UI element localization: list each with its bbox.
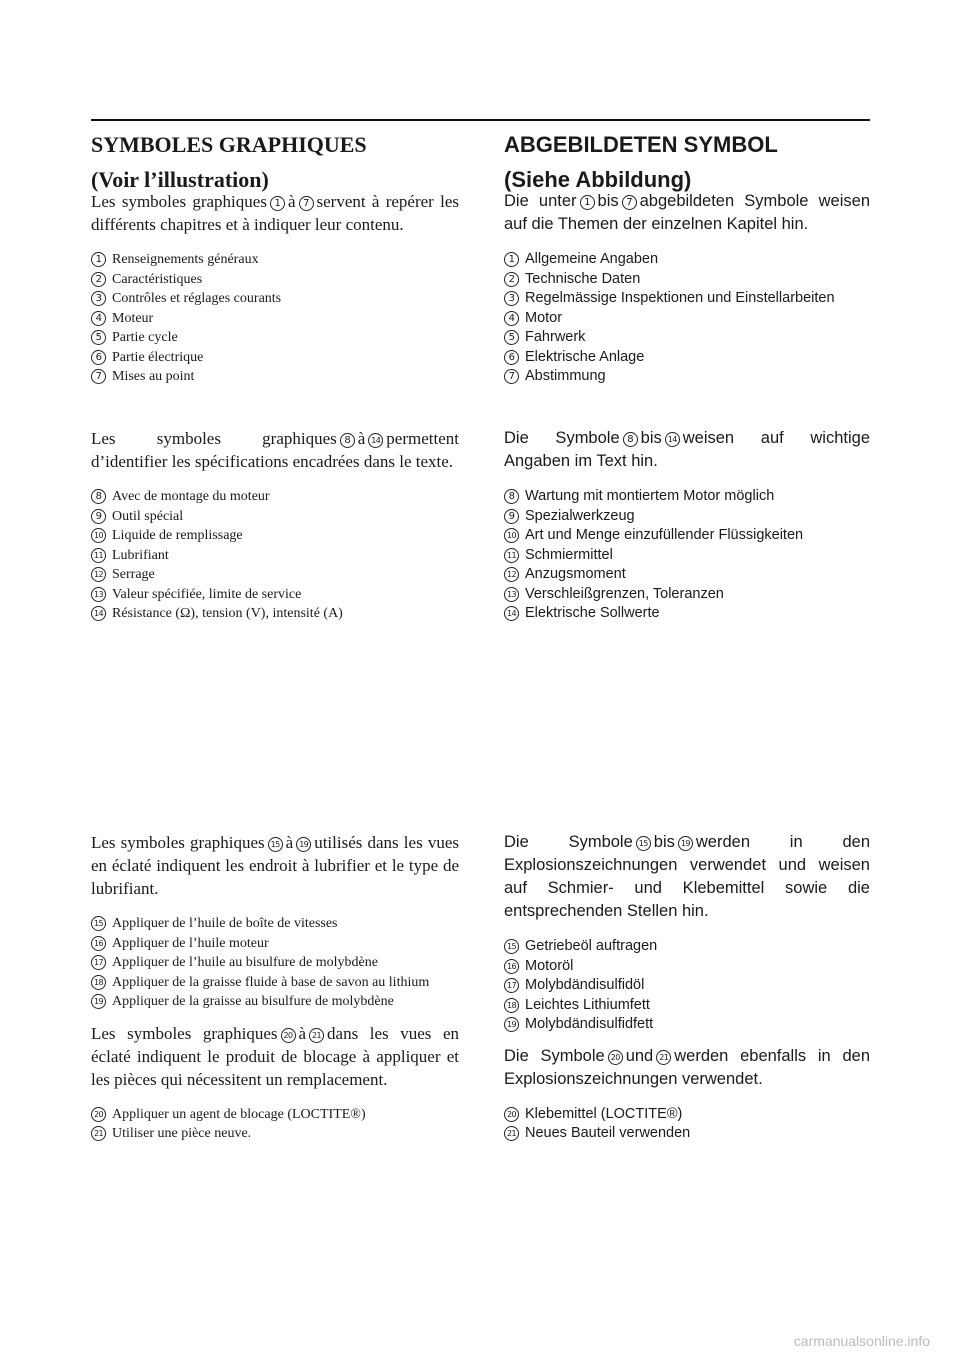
- list-item: [91, 1105, 459, 1125]
- list-item: [91, 289, 459, 309]
- item-text: Outil spécial: [112, 508, 184, 524]
- list-item: [91, 546, 459, 566]
- de-intro-4: [504, 1045, 870, 1091]
- fr-intro-2-mid: à: [357, 429, 366, 448]
- list-item: [91, 585, 459, 605]
- list-item: [91, 604, 459, 624]
- item-text: Avec de montage du moteur: [112, 489, 270, 504]
- list-item: [504, 348, 870, 368]
- de-intro-4-text-b: werden ebenfalls in den Explosionszeichnungen verwendet.: [504, 1046, 870, 1088]
- de-subtitle: (Siehe Abbildung): [504, 167, 692, 192]
- fr-intro-2: [91, 427, 459, 473]
- list-item: [91, 565, 459, 585]
- de-intro-3-mid: bis: [653, 833, 675, 851]
- list-item: [504, 309, 870, 329]
- item-text: Allgemeine Angaben: [525, 251, 659, 267]
- item-number: 20: [504, 1107, 519, 1122]
- fr-intro-4-mid: à: [298, 1023, 307, 1043]
- item-number: 11: [504, 548, 519, 563]
- de-intro-2: [504, 427, 870, 473]
- item-number: 5: [91, 330, 106, 345]
- item-number: 10: [504, 528, 519, 543]
- list-item: [504, 976, 870, 996]
- fr-title: SYMBOLES GRAPHIQUES: [91, 132, 367, 157]
- list-item: [504, 1015, 870, 1035]
- item-number: 1: [504, 252, 519, 267]
- list-item: [504, 270, 870, 290]
- fr-list-4: [91, 1105, 459, 1144]
- fr-list-3: [91, 914, 459, 1012]
- fr-intro-1-text-a: Les symboles graphiques: [91, 192, 267, 211]
- item-number: 7: [504, 369, 519, 384]
- item-text: Schmiermittel: [525, 546, 613, 563]
- fr-intro-1-text-b: servent à repérer les différents chapitres et à indiquer leur contenu.: [91, 192, 460, 234]
- list-item: [91, 270, 459, 290]
- fr-intro-3-text-a: Les symboles graphiques: [91, 833, 265, 852]
- item-text: Abstimmung: [525, 368, 606, 384]
- item-number: 8: [504, 489, 519, 504]
- item-text: Wartung mit montiertem Motor möglich: [525, 488, 775, 504]
- item-text: Renseignements généraux: [112, 252, 259, 267]
- list-item: [91, 934, 459, 954]
- de-section-3: [504, 831, 870, 1144]
- de-intro-1-num-end: 7: [622, 195, 637, 210]
- item-number: 18: [504, 998, 519, 1013]
- list-item: [91, 367, 459, 387]
- de-list-4: [504, 1105, 870, 1144]
- item-number: 16: [504, 959, 519, 974]
- item-text: Neues Bauteil verwenden: [525, 1125, 691, 1141]
- item-number: 18: [91, 975, 106, 990]
- fr-intro-2-text-b: permettent d’identifier les spécifications encadrées dans le texte.: [91, 429, 459, 471]
- item-number: 14: [504, 606, 519, 621]
- de-intro-3: [504, 831, 870, 923]
- fr-list-1: [91, 250, 459, 387]
- item-number: 6: [91, 350, 106, 365]
- item-number: 4: [91, 311, 106, 326]
- item-text: Anzugsmoment: [525, 566, 626, 582]
- fr-list-2: [91, 487, 459, 624]
- fr-intro-2-text-a: Les symboles graphiques: [91, 429, 337, 448]
- list-item: [91, 348, 459, 368]
- de-intro-4-text-a: Die Symbole: [504, 1046, 605, 1065]
- item-text: Molybdändisulfidfett: [525, 1016, 654, 1032]
- item-text: Technische Daten: [525, 270, 641, 287]
- item-number: 5: [504, 330, 519, 345]
- item-text: Motoröl: [525, 957, 574, 974]
- fr-intro-4: [91, 1022, 459, 1091]
- item-number: 19: [504, 1017, 519, 1032]
- fr-intro-1: [91, 190, 459, 236]
- item-text: Serrage: [112, 567, 155, 582]
- fr-intro-4-text-a: Les symboles graphiques: [91, 1023, 278, 1043]
- list-item: [504, 1124, 870, 1144]
- item-number: 9: [91, 509, 106, 524]
- item-text: Motor: [525, 309, 563, 326]
- item-number: 21: [504, 1126, 519, 1141]
- de-heading-block: [504, 130, 870, 195]
- item-text: Résistance (Ω), tension (V), intensité (A): [112, 606, 343, 621]
- item-number: 6: [504, 350, 519, 365]
- item-text: Appliquer un agent de blocage (LOCTITE®): [112, 1106, 366, 1122]
- list-item: [91, 973, 459, 993]
- list-item: [91, 992, 459, 1012]
- item-number: 3: [504, 291, 519, 306]
- list-item: [504, 585, 870, 605]
- fr-intro-2-num-end: 14: [368, 433, 383, 448]
- item-text: Appliquer de l’huile au bisulfure de molybdène: [112, 955, 378, 970]
- item-text: Elektrische Anlage: [525, 348, 645, 365]
- de-list-3: [504, 937, 870, 1035]
- item-number: 13: [91, 587, 106, 602]
- de-intro-2-text-b: weisen auf wichtige Angaben im Text hin.: [504, 429, 870, 470]
- item-number: 15: [504, 939, 519, 954]
- de-intro-3-num-start: 15: [636, 836, 651, 851]
- item-text: Caractéristiques: [112, 271, 203, 287]
- de-intro-1-num-start: 1: [580, 195, 595, 210]
- list-item: [504, 507, 870, 527]
- list-item: [504, 1105, 870, 1125]
- de-intro-3-text-a: Die Symbole: [504, 833, 633, 851]
- item-text: Regelmässige Inspektionen und Einstellarbeiten: [525, 290, 835, 306]
- item-number: 12: [504, 567, 519, 582]
- item-number: 21: [91, 1126, 106, 1141]
- item-text: Fahrwerk: [525, 329, 586, 345]
- de-title: ABGEBILDETEN SYMBOL: [504, 132, 778, 157]
- list-item: [504, 937, 870, 957]
- list-item: [504, 367, 870, 387]
- list-item: [91, 526, 459, 546]
- item-text: Mises au point: [112, 369, 195, 384]
- fr-intro-4-num-end: 21: [309, 1028, 324, 1043]
- list-item: [504, 526, 870, 546]
- item-number: 8: [91, 489, 106, 504]
- de-section-2: [504, 427, 870, 624]
- item-text: Klebemittel (LOCTITE®): [525, 1105, 683, 1122]
- item-text: Spezialwerkzeug: [525, 507, 635, 524]
- item-number: 15: [91, 916, 106, 931]
- header-rule: [91, 119, 870, 121]
- fr-intro-3: [91, 831, 459, 900]
- list-item: [91, 953, 459, 973]
- item-number: 2: [504, 272, 519, 287]
- item-text: Leichtes Lithiumfett: [525, 996, 650, 1013]
- de-intro-4-mid: und: [625, 1046, 654, 1065]
- de-intro-1-mid: bis: [597, 192, 619, 210]
- de-intro-2-num-end: 14: [665, 432, 680, 447]
- de-intro-3-num-end: 19: [678, 836, 693, 851]
- fr-intro-3-text-b: utilisés dans les vues en éclaté indiquent les endroit à lubrifier et le type de lubrifiant.: [91, 833, 459, 898]
- item-text: Art und Menge einzufüllender Flüssigkeiten: [525, 527, 804, 543]
- item-number: 13: [504, 587, 519, 602]
- item-number: 10: [91, 528, 106, 543]
- item-text: Verschleißgrenzen, Toleranzen: [525, 585, 724, 602]
- list-item: [504, 957, 870, 977]
- fr-heading-block: [91, 130, 459, 195]
- item-text: Appliquer de la graisse fluide à base de savon au lithium: [112, 974, 430, 990]
- item-text: Getriebeöl auftragen: [525, 938, 658, 954]
- item-text: Appliquer de l’huile de boîte de vitesses: [112, 916, 338, 931]
- item-number: 14: [91, 606, 106, 621]
- item-number: 17: [91, 955, 106, 970]
- list-item: [504, 565, 870, 585]
- list-item: [504, 604, 870, 624]
- item-text: Liquide de remplissage: [112, 528, 243, 543]
- list-item: [91, 328, 459, 348]
- fr-intro-4-num-start: 20: [281, 1028, 296, 1043]
- fr-intro-1-num-start: 1: [270, 196, 285, 211]
- list-item: [504, 487, 870, 507]
- item-number: 12: [91, 567, 106, 582]
- item-text: Partie cycle: [112, 330, 178, 345]
- item-text: Appliquer de l’huile moteur: [112, 935, 269, 951]
- list-item: [91, 507, 459, 527]
- de-intro-1: [504, 190, 870, 236]
- list-item: [91, 487, 459, 507]
- watermark-text: carmanualsonline.info: [793, 1333, 930, 1349]
- item-text: Valeur spécifiée, limite de service: [112, 586, 302, 602]
- list-item: [91, 1124, 459, 1144]
- de-intro-2-num-start: 8: [623, 432, 638, 447]
- item-text: Lubrifiant: [112, 547, 169, 563]
- fr-intro-1-num-end: 7: [299, 196, 314, 211]
- de-intro-4-num-end: 21: [656, 1050, 671, 1065]
- fr-subtitle: (Voir l’illustration): [91, 167, 269, 192]
- item-text: Moteur: [112, 310, 154, 326]
- de-intro-4-num-start: 20: [608, 1050, 623, 1065]
- item-number: 17: [504, 978, 519, 993]
- fr-intro-1-mid: à: [287, 192, 296, 211]
- item-number: 1: [91, 252, 106, 267]
- de-intro-3-text-b: werden in den Explosionszeichnungen verwendet und weisen auf Schmier- und Klebemittel sowie die entsprechenden Stellen hin.: [504, 833, 870, 920]
- item-text: Appliquer de la graisse au bisulfure de molybdène: [112, 994, 394, 1009]
- item-number: 20: [91, 1107, 106, 1122]
- fr-intro-2-num-start: 8: [340, 433, 355, 448]
- fr-intro-3-num-end: 19: [296, 837, 311, 852]
- fr-section-3: [91, 831, 459, 1144]
- fr-section-2: [91, 427, 459, 624]
- de-intro-2-mid: bis: [640, 429, 662, 447]
- item-number: 4: [504, 311, 519, 326]
- item-text: Utiliser une pièce neuve.: [112, 1126, 252, 1141]
- item-number: 11: [91, 548, 106, 563]
- item-text: Molybdändisulfidöl: [525, 977, 645, 993]
- list-item: [504, 996, 870, 1016]
- item-number: 7: [91, 369, 106, 384]
- de-intro-1-text-b: abgebildeten Symbole weisen auf die Themen der einzelnen Kapitel hin.: [504, 192, 871, 233]
- fr-intro-3-num-start: 15: [268, 837, 283, 852]
- de-list-2: [504, 487, 870, 624]
- list-item: [504, 546, 870, 566]
- item-text: Partie électrique: [112, 349, 204, 365]
- list-item: [504, 289, 870, 309]
- list-item: [91, 250, 459, 270]
- list-item: [504, 328, 870, 348]
- item-number: 3: [91, 291, 106, 306]
- fr-intro-4-text-b: dans les vues en éclaté indiquent le produit de blocage à appliquer et les pièces qui nécessitent un remplacement.: [91, 1023, 459, 1089]
- item-text: Elektrische Sollwerte: [525, 605, 660, 621]
- list-item: [504, 250, 870, 270]
- item-number: 16: [91, 936, 106, 951]
- item-number: 2: [91, 272, 106, 287]
- item-text: Contrôles et réglages courants: [112, 291, 282, 306]
- de-intro-2-text-a: Die Symbole: [504, 429, 620, 447]
- item-number: 9: [504, 509, 519, 524]
- de-list-1: [504, 250, 870, 387]
- list-item: [91, 309, 459, 329]
- de-section-1: [504, 190, 870, 387]
- item-number: 19: [91, 994, 106, 1009]
- fr-intro-3-mid: à: [285, 833, 294, 852]
- fr-section-1: [91, 190, 459, 387]
- list-item: [91, 914, 459, 934]
- de-intro-1-text-a: Die unter: [504, 192, 577, 210]
